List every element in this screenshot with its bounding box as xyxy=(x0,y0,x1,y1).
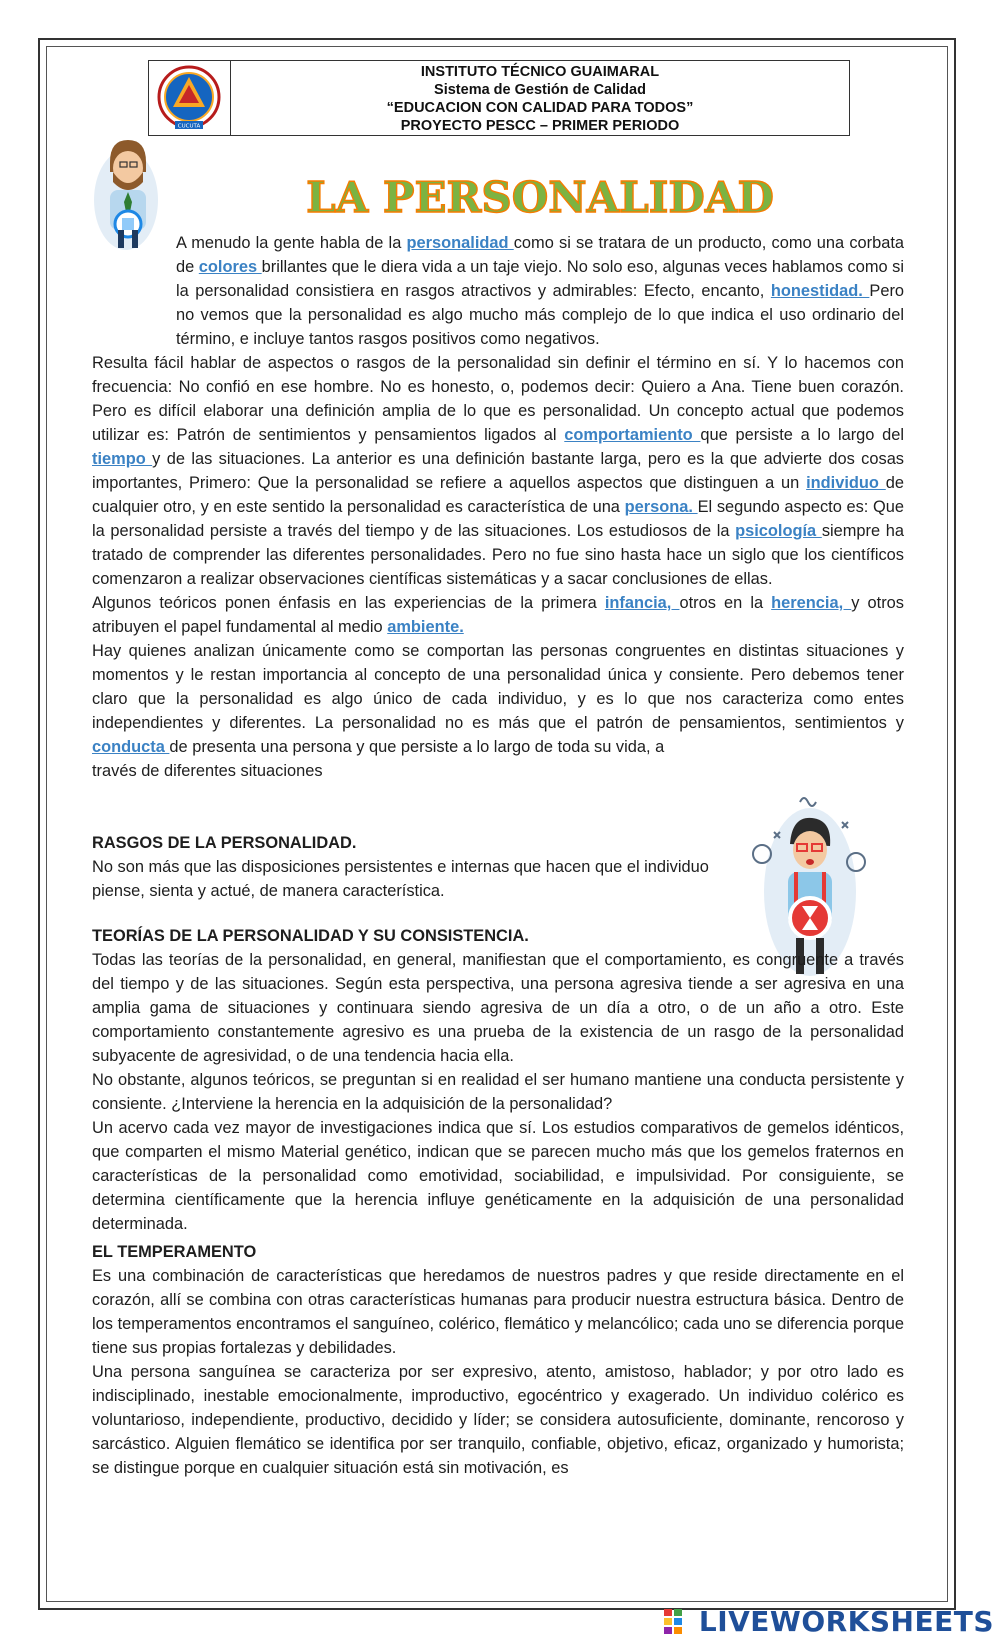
page-title xyxy=(300,168,780,224)
link-individuo[interactable]: individuo xyxy=(806,474,886,492)
temperamento-paragraph-1: Es una combinación de características que heredamos de nuestros padres y que reside directamente en el corazón, allí se combina con otras características humanas para producir nuestra estructura básica. Dentro de los temperamentos encontramos el sanguíneo, colérico, flemático y melancólico; cada uno se diferencia porque tiene sus propias fortalezas y debilidades. xyxy=(92,1267,904,1357)
rasgos-heading: RASGOS DE LA PERSONALIDAD. xyxy=(92,834,357,852)
link-personalidad[interactable]: personalidad xyxy=(406,234,514,252)
header-school-name: INSTITUTO TÉCNICO GUAIMARAL xyxy=(420,64,660,80)
link-comportamiento[interactable]: comportamiento xyxy=(564,426,701,444)
temperamento-heading: EL TEMPERAMENTO xyxy=(92,1243,257,1261)
teorias-paragraph-3: Un acervo cada vez mayor de investigaciones indica que sí. Los estudios comparativos de gemelos idénticos, que comparten el mismo Material genético, indican que se parecen mucho más que los gemelos fraternos en características de la personalidad como emotividad, sociabilidad, e impulsividad. Por consiguiente, se determina científicamente que la herencia influye genéticamente en la adquisición de una personalidad determinada. xyxy=(92,1119,904,1233)
teorias-paragraph-2: No obstante, algunos teóricos, se preguntan si en realidad el ser humano mantiene una conducta persistente y consiente. ¿Interviene la herencia en la adquisición de la personalidad? xyxy=(92,1071,904,1113)
rasgos-text: No son más que las disposiciones persistentes e internas que hacen que el individuo piense, sienta y actué, de manera característica. xyxy=(92,858,709,900)
school-logo-icon xyxy=(149,61,229,135)
temperamento-section xyxy=(92,1240,904,1480)
rasgos-section xyxy=(92,831,904,903)
liveworksheets-brand[interactable] xyxy=(663,1605,994,1637)
logo-caption: CUCUTA xyxy=(177,123,201,130)
teorias-paragraph-1: Todas las teorías de la personalidad, en general, manifiestan que el comportamiento, es congruente a través del tiempo y de las situaciones. Según esta perspectiva, una persona agresiva tiende a ser agresiva en una amplia gama de situaciones y continuara siendo agresiva de un día a otro, o de un año a otro. Este comportamiento constantemente agresivo es una prueba de la existencia de un rasgo de la personalidad subyacente de agresividad, o de una tendencia hacia ella. xyxy=(92,951,904,1065)
link-ambiente[interactable]: ambiente. xyxy=(387,618,464,636)
teorias-heading: TEORÍAS DE LA PERSONALIDAD Y SU CONSISTENCIA. xyxy=(92,927,529,945)
analysis-paragraph: Hay quienes analizan únicamente como se comportan las personas congruentes en distintas situaciones y momentos y le restan importancia al concepto de una personalidad única y consiente. Pero debemos tener claro que la personalidad es algo único de cada individuo, y es lo que nos caracteriza como entes independientes y diferentes. La personalidad no es más que el patrón de pensamientos, sentimientos y conducta de presenta una persona y que persiste a lo largo de toda su vida, a través de diferentes situaciones xyxy=(92,642,904,780)
logo-cell xyxy=(149,61,231,135)
link-colores[interactable]: colores xyxy=(198,258,262,276)
theorists-paragraph: Algunos teóricos ponen énfasis en las experiencias de la primera infancia, otros en la herencia, y otros atribuyen el papel fundamental al medio ambiente. xyxy=(92,594,904,636)
link-tiempo[interactable]: tiempo xyxy=(92,450,153,468)
header-project: PROYECTO PESCC – PRIMER PERIODO xyxy=(400,118,680,134)
link-persona[interactable]: persona. xyxy=(624,498,698,516)
link-honestidad[interactable]: honestidad. xyxy=(770,282,870,300)
liveworksheets-logo-icon xyxy=(663,1607,695,1635)
link-conducta[interactable]: conducta xyxy=(92,738,170,756)
definition-paragraph: Resulta fácil hablar de aspectos o rasgos de la personalidad sin definir el término en sí. Y lo hacemos con frecuencia: No confió en ese hombre. No es honesto, o, podemos decir: Quiero a Ana. Tiene buen corazón. Pero es difícil elaborar una definición amplia de lo que es personalidad. Un concepto actual que podemos utilizar es: Patrón de sentimientos y pensamientos ligados al comportamiento que persiste a lo largo del tiempo y de las situaciones. La anterior es una definición bastante larga, pero es la que advierte dos cosas importantes, Primero: Que la personalidad se refiere a aquellos aspectos que distinguen a un individuo de cualquier otro, y en este sentido la personalidad es característica de una persona. El segundo aspecto es: Que la personalidad persiste a través del tiempo y de las situaciones. Los estudiosos de la psicología siempre ha tratado de comprender las diferentes personalidades. Pero no fue sino hasta hace un siglo que los científicos comenzaron a realizar observaciones científicas sistemáticas y a sacar conclusiones de ellas. xyxy=(92,354,905,588)
temperamento-paragraph-2: Una persona sanguínea se caracteriza por ser expresivo, atento, amistoso, hablador; y por otro lado es indisciplinado, inestable emocionalmente, improductivo, egocéntrico y exagerado. Un individuo colérico es voluntarioso, independiente, productivo, decidido y líder; se considera autosuficiente, dominante, rencoroso y sarcástico. Alguien flemático se identifica por ser tranquilo, confiable, objetivo, eficaz, organizado y humorista; se distingue porque en cualquier situación está sin motivación, es xyxy=(92,1363,904,1477)
link-psicologia[interactable]: psicología xyxy=(735,522,822,540)
brand-text: LIVEWORKSHEETS xyxy=(698,1604,994,1638)
header-system: Sistema de Gestión de Calidad xyxy=(434,82,646,98)
page-title-text: LA PERSONALIDAD xyxy=(306,173,774,222)
intro-paragraph: A menudo la gente habla de la personalidad como si se tratara de un producto, como una corbata de colores brillantes que le diera vida a un taje viejo. No solo eso, algunas veces hablamos como si la personalidad consistiera en rasgos atractivos y admirables: Efecto, encanto, honestidad. Pero no vemos que la personalidad es algo mucho más complejo de lo que indica el uso ordinario del término, e incluye tantos rasgos positivos como negativos. Resulta fácil hablar de aspectos o rasgos de la personalidad sin definir el término en sí. Y lo hacemos con frecuencia: No confió en ese hombre. No es honesto, o, podemos decir: Quiero a Ana. Tiene buen corazón. Pero es difícil elaborar una definición amplia de lo que es personalidad. Un concepto actual que podemos utilizar es: Patrón de sentimientos y pensamientos ligados al comportamiento que persiste a lo largo del tiempo y de las situaciones. La anterior es una definición bastante larga, pero es la que advierte dos cosas importantes, Primero: Que la personalidad se refiere a aquellos aspectos que distinguen a un individuo de cualquier otro, y en este sentido la personalidad es característica de una persona. El segundo aspecto es: Que la personalidad persiste a través del tiempo y de las situaciones. Los estudiosos de la psicología siempre ha tratado de comprender las diferentes personalidades. Pero no fue sino hasta hace un siglo que los científicos comenzaron a realizar observaciones científicas sistemáticas y a sacar conclusiones de ellas. Algunos teóricos ponen énfasis en las experiencias de la primera infancia, otros en la herencia, y otros atribuyen el papel fundamental al medio ambiente. Hay quienes analizan únicamente como se comportan las personas congruentes en distintas situaciones y momentos y le restan importancia al concepto de una personalidad única y consiente. Pero debemos tener claro que la personalidad es algo único de cada individuo, y es lo que nos caracteriza como entes independientes y diferentes. La personalidad no es más que el patrón de pensamientos, sentimientos y conducta de presenta una persona y que persiste a lo largo de toda su vida, a través de diferentes situaciones xyxy=(92,231,904,783)
header-slogan: “EDUCACION CON CALIDAD PARA TODOS” xyxy=(386,100,694,116)
link-infancia[interactable]: infancia, xyxy=(604,594,680,612)
teorias-section xyxy=(92,924,904,1236)
link-herencia[interactable]: herencia, xyxy=(771,594,852,612)
institution-header xyxy=(148,60,850,136)
